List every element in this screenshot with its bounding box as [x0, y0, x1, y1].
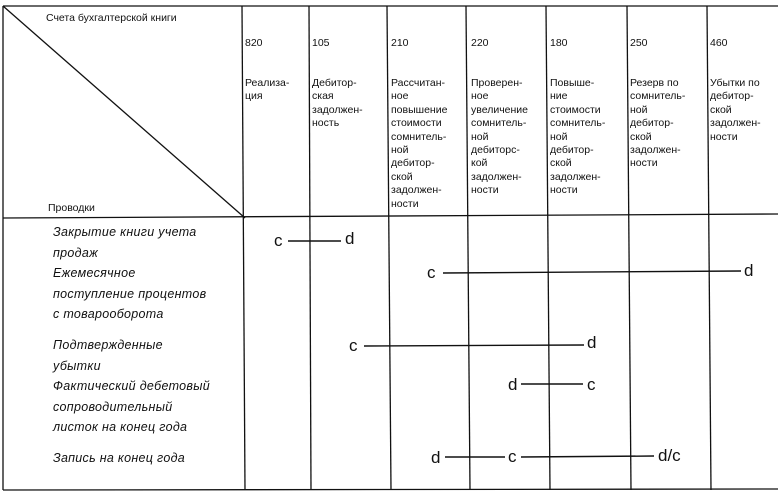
- entry-mark: d: [744, 261, 754, 280]
- account-code: 210: [391, 36, 409, 49]
- row-label-actual-debit-slip: Фактический дебетовый сопроводительный листок на конец года: [53, 379, 211, 434]
- entry-mark: d: [431, 448, 441, 467]
- account-code: 180: [550, 36, 568, 49]
- entry-line-5b: [521, 456, 654, 457]
- entry-line-2: [443, 271, 741, 273]
- account-code: 460: [710, 36, 728, 49]
- entry-mark: d: [345, 229, 355, 248]
- header-diagonal: [3, 6, 245, 218]
- entry-mark: c: [587, 375, 596, 394]
- column-250: [630, 10, 685, 198]
- entries-heading: Проводки: [48, 202, 95, 214]
- account-name: Резерв по сомнитель- ной дебитор- ской задолжен- ности: [630, 77, 686, 170]
- account-name: Повыше- ние стоимости сомнитель- ной дебитор- ской задолжен- ности: [550, 77, 606, 197]
- entry-mark: c: [274, 231, 283, 250]
- row-label-monthly-interest: Ежемесячное поступление процентов с товарооборота: [53, 266, 207, 321]
- row-label-closing-sales: Закрытие книги учета продаж: [53, 225, 197, 260]
- entry-mark: c: [427, 263, 436, 282]
- account-code: 250: [630, 36, 648, 49]
- column-210: [391, 10, 447, 238]
- account-name: Проверен- ное увеличение сомнитель- ной дебиторс- кой задолжен- ности: [471, 77, 529, 197]
- account-name: Реализа- ция: [245, 77, 290, 103]
- column-105: [312, 10, 363, 157]
- entry-line-3: [364, 345, 584, 346]
- account-name: Дебитор- ская задолжен- ность: [312, 77, 363, 130]
- account-name: Убытки по дебитор- ской задолжен- ности: [710, 77, 761, 143]
- account-code: 820: [245, 36, 263, 49]
- account-code: 220: [471, 36, 489, 49]
- column-180: [550, 10, 605, 225]
- column-460: [710, 10, 761, 171]
- column-820: [245, 10, 289, 131]
- accounts-heading: Счета бухгалтерской книги: [46, 12, 177, 24]
- entry-mark: c: [349, 336, 358, 355]
- row-label-year-end-entry: Запись на конец года: [53, 451, 186, 465]
- entry-mark: d: [587, 333, 597, 352]
- entry-mark: d: [508, 375, 518, 394]
- entry-mark: c: [508, 447, 517, 466]
- column-220: [471, 10, 528, 225]
- account-name: Рассчитан- ное повышение стоимости сомнитель- ной дебитор- ской задолжен- ности: [391, 77, 448, 210]
- account-code: 105: [312, 36, 330, 49]
- row-label-confirmed-losses: Подтвержденные убытки: [53, 338, 163, 373]
- entry-mark: d/c: [658, 446, 681, 465]
